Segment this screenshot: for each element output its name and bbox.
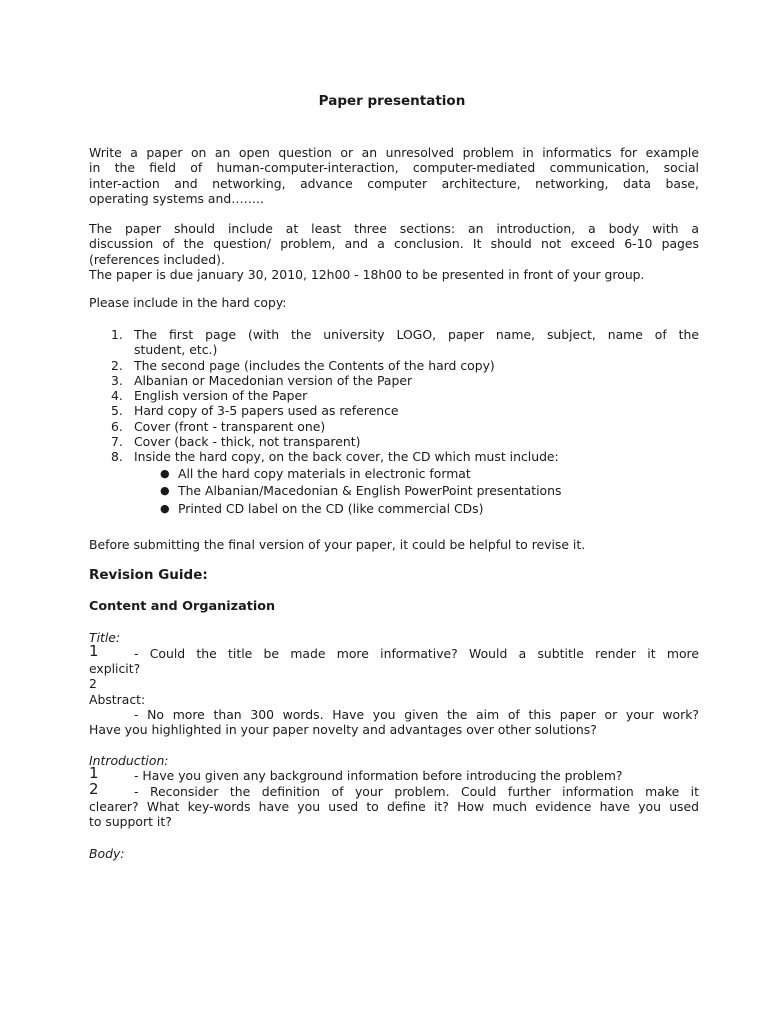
requirements-line: The paper should include at least three sections: an introduction, a body with a xyxy=(89,221,699,236)
title-question-1-number: 1 xyxy=(89,642,99,660)
hard-copy-intro: Please include in the hard copy: xyxy=(89,295,287,310)
intro-paragraph xyxy=(89,145,699,206)
list-item xyxy=(89,449,699,517)
bullet-item-text: The Albanian/Macedonian & English PowerPoint presentations xyxy=(178,483,562,499)
intro-question-2-continuation xyxy=(89,799,699,830)
intro-line: in the field of human-computer-interaction, computer-mediated communication, social xyxy=(89,160,699,176)
intro-question-2-line: - Reconsider the definition of your problem. Could further information make it xyxy=(134,784,699,799)
abstract-question xyxy=(134,707,699,722)
before-submit-text: Before submitting the final version of your paper, it could be helpful to revise it. xyxy=(89,537,586,552)
list-number: 6. xyxy=(111,418,123,434)
requirements-paragraph xyxy=(89,221,699,282)
bullet-item xyxy=(134,482,699,500)
intro-question-2 xyxy=(134,784,699,799)
list-number: 5. xyxy=(111,403,123,419)
requirements-line: The paper is due january 30, 2010, 12h00 - 18h00 to be presented in front of your group. xyxy=(89,266,645,282)
list-item-text: Inside the hard copy, on the back cover, the CD which must include: xyxy=(134,449,559,465)
list-item-text: Cover (back - thick, not transparent) xyxy=(134,434,361,450)
list-item xyxy=(89,327,699,358)
list-item xyxy=(89,419,699,434)
list-item-text: The second page (includes the Contents of the hard copy) xyxy=(134,357,495,373)
abstract-continuation: Have you highlighted in your paper novelty and advantages over other solutions? xyxy=(89,722,597,737)
intro-question-2-number: 2 xyxy=(89,780,99,798)
list-number: 3. xyxy=(111,372,123,388)
bullet-icon: ● xyxy=(160,484,170,498)
list-item xyxy=(89,358,699,373)
bullet-icon: ● xyxy=(160,466,170,480)
title-label: Title: xyxy=(89,630,121,645)
list-item-text: Hard copy of 3-5 papers used as reference xyxy=(134,403,399,419)
title-question-2-number: 2 xyxy=(89,676,97,691)
list-item xyxy=(89,373,699,388)
intro-line: operating systems and…….. xyxy=(89,190,264,206)
intro-question-1-number: 1 xyxy=(89,764,99,782)
list-item-text: Cover (front - transparent one) xyxy=(134,418,326,434)
list-number: 1. xyxy=(111,327,123,342)
list-item-text: Albanian or Macedonian version of the Paper xyxy=(134,372,413,388)
abstract-label: Abstract: xyxy=(89,692,146,707)
list-item-text: The first page (with the university LOGO, paper name, subject, name of the xyxy=(134,327,699,342)
introduction-label: Introduction: xyxy=(89,753,169,768)
intro-line: inter-action and networking, advance computer architecture, networking, data base, xyxy=(89,175,699,191)
intro-line: Write a paper on an open question or an unresolved problem in informatics for example xyxy=(89,145,699,160)
list-number: 4. xyxy=(111,388,123,404)
list-item-continuation: student, etc.) xyxy=(134,342,218,358)
intro-question-2-line: to support it? xyxy=(89,814,172,830)
requirements-line: (references included). xyxy=(89,251,225,267)
page-title: Paper presentation xyxy=(318,93,466,109)
intro-question-2-line: clearer? What key-words have you used to define it? How much evidence have you used xyxy=(89,799,699,814)
bullet-item xyxy=(134,465,699,483)
list-item xyxy=(89,388,699,403)
intro-question-1: - Have you given any background information before introducing the problem? xyxy=(134,768,623,783)
requirements-line: discussion of the question/ problem, and a conclusion. It should not exceed 6-10 pages xyxy=(89,236,699,252)
title-question-1-continuation: explicit? xyxy=(89,661,141,676)
bullet-item xyxy=(134,500,699,518)
list-item xyxy=(89,403,699,418)
hard-copy-list xyxy=(89,327,699,517)
bullet-item-text: All the hard copy materials in electronic format xyxy=(178,465,471,481)
body-label: Body: xyxy=(89,846,125,861)
list-item xyxy=(89,434,699,449)
title-question-1-line: - Could the title be made more informative? Would a subtitle render it more xyxy=(134,646,699,661)
list-number: 2. xyxy=(111,357,123,373)
abstract-line: - No more than 300 words. Have you given the aim of this paper or your work? xyxy=(134,707,699,722)
bullet-icon: ● xyxy=(160,501,170,515)
revision-guide-heading: Revision Guide: xyxy=(89,567,208,583)
content-organization-heading: Content and Organization xyxy=(89,599,276,614)
list-number: 8. xyxy=(111,449,123,465)
cd-contents-list xyxy=(134,465,699,518)
title-question-1 xyxy=(134,646,699,661)
list-number: 7. xyxy=(111,434,123,450)
bullet-item-text: Printed CD label on the CD (like commercial CDs) xyxy=(178,500,484,516)
list-item-text: English version of the Paper xyxy=(134,388,308,404)
